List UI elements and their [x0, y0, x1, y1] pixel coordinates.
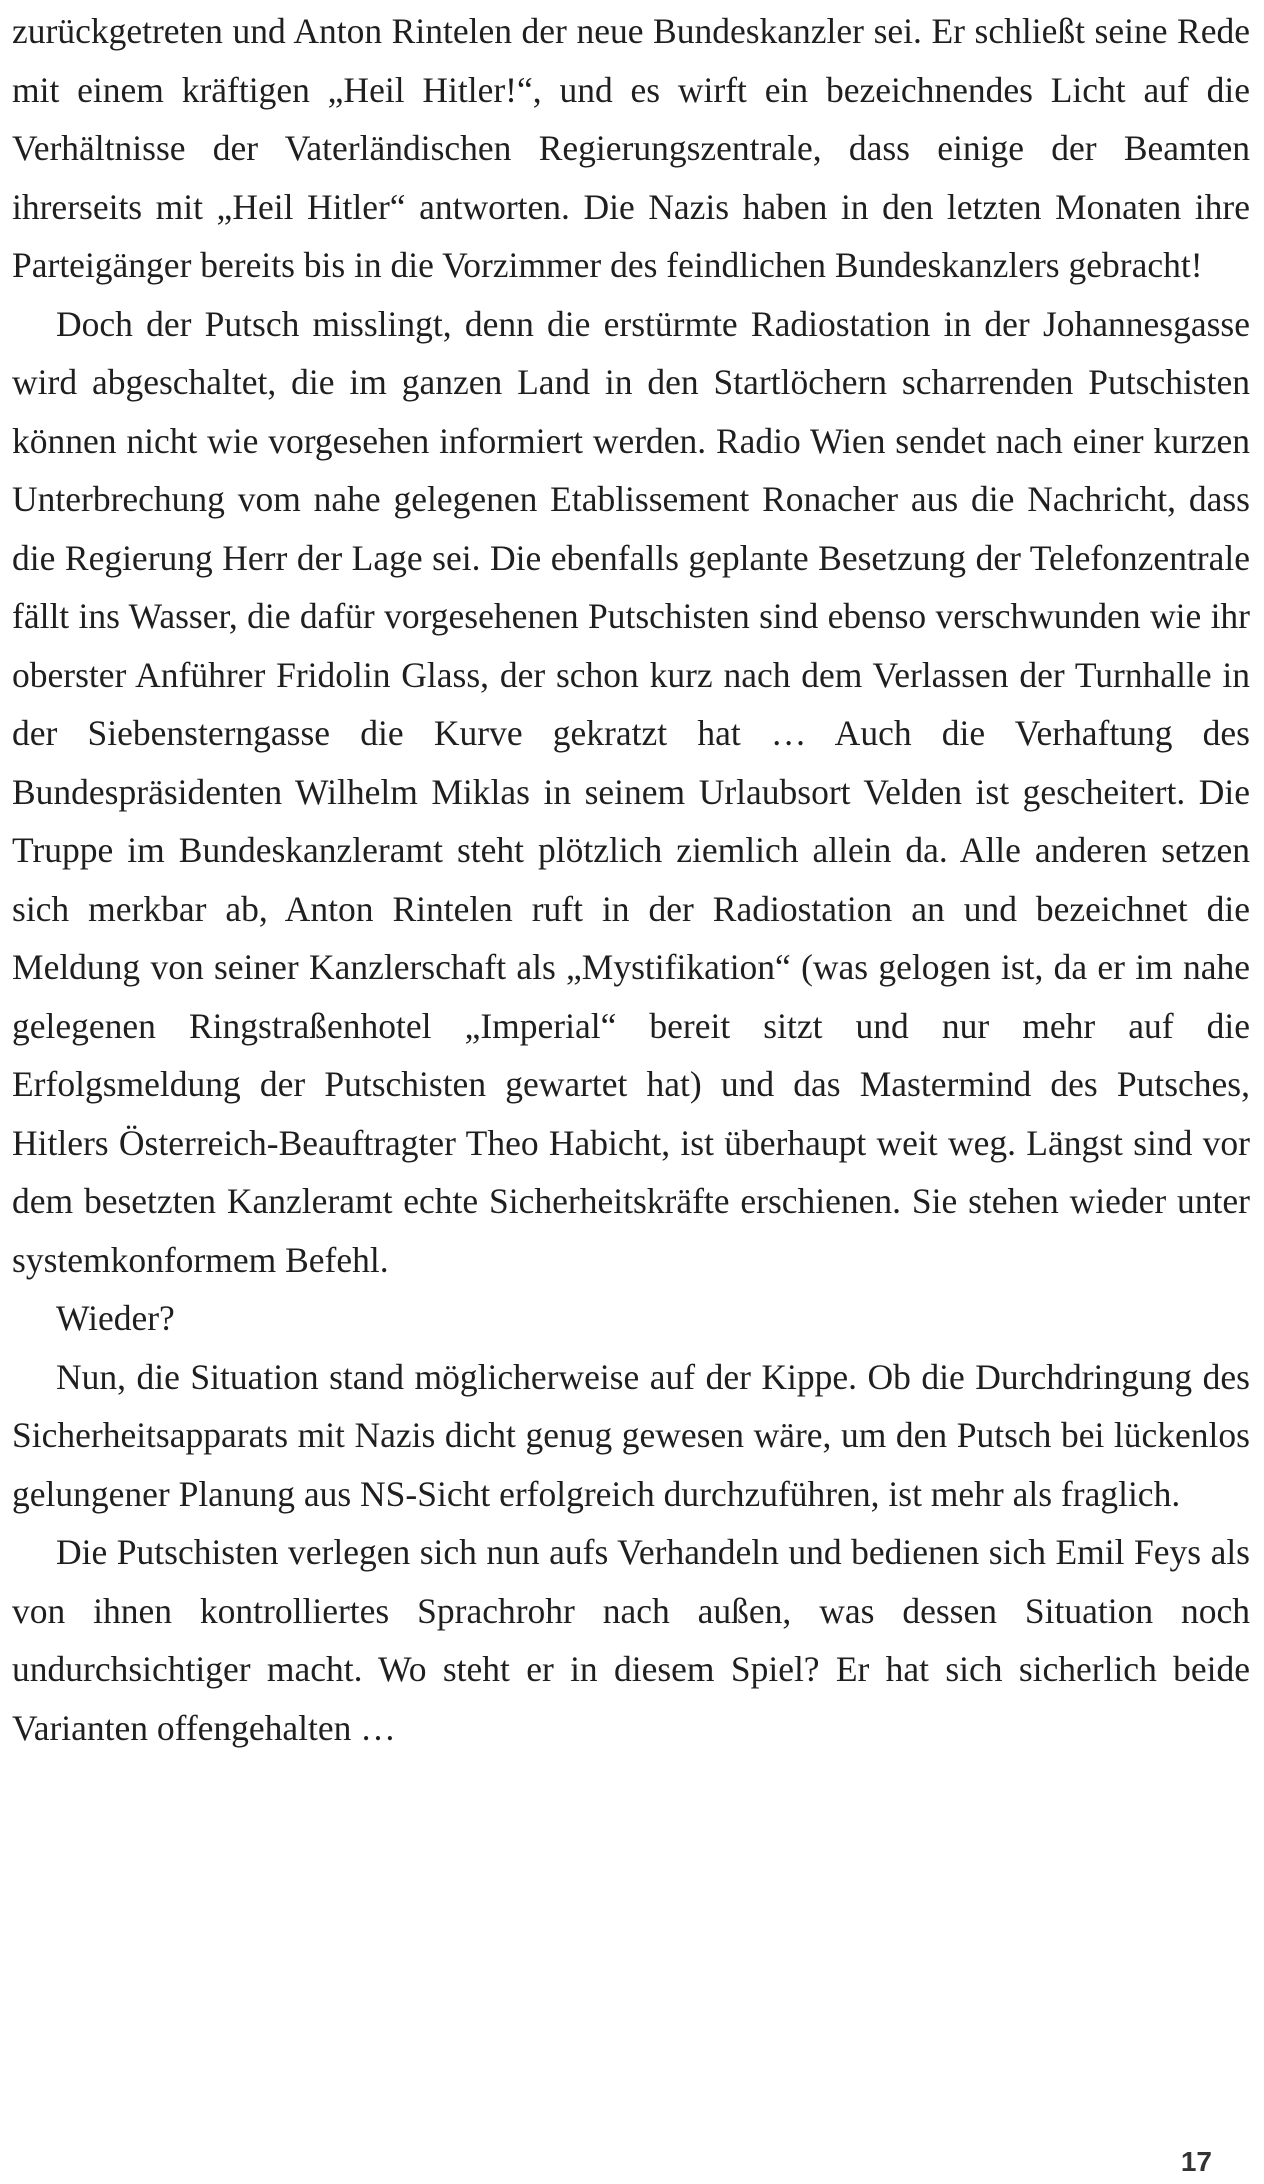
page-number: 17 [1180, 2146, 1212, 2177]
paragraph-4: Nun, die Situation stand möglicherweise auf der Kippe. Ob die Durchdringung des Sicherheitsapparats mit Nazis dicht genug gewesen wäre, um den Putsch bei lückenlos gelungener Planung aus NS-Sicht erfolgreich durchzuführen, ist mehr als fraglich. [12, 1356, 1250, 1514]
body-text [12, 2, 1250, 1757]
paragraph-1: zurückgetreten und Anton Rintelen der neue Bundeskanzler sei. Er schließt seine Rede mit einem kräftigen „Heil Hitler!“, und es wirft ein bezeichnendes Licht auf die Verhältnisse der Vaterländischen Regierungszentrale, dass einige der Beamten ihrerseits mit „Heil Hitler“ antworten. Die Nazis haben in den letzten Monaten ihre Parteigänger bereits bis in die Vorzimmer des feindlichen Bundeskanzlers gebracht! [12, 11, 1250, 285]
paragraph-2: Doch der Putsch misslingt, denn die erstürmte Radiostation in der Johannesgasse wird abgeschaltet, die im ganzen Land in den Startlöchern scharrenden Putschisten können nicht wie vorgesehen informiert werden. Radio Wien sendet nach einer kurzen Unterbrechung vom nahe gelegenen Etablissement Ronacher aus die Nachricht, dass die Regierung Herr der Lage sei. Die ebenfalls geplante Besetzung der Telefonzentrale fällt ins Wasser, die dafür vorgesehenen Putschisten sind ebenso verschwunden wie ihr oberster Anführer Fridolin Glass, der schon kurz nach dem Verlassen der Turnhalle in der Siebensterngasse die Kurve gekratzt hat … Auch die Verhaftung des Bundespräsidenten Wilhelm Miklas in seinem Urlaubsort Velden ist gescheitert. Die Truppe im Bundeskanzleramt steht plötzlich ziemlich allein da. Alle anderen setzen sich merkbar ab, Anton Rintelen ruft in der Radiostation an und bezeichnet die Meldung von seiner Kanzlerschaft als „Mystifikation“ (was gelogen ist, da er im nahe gelegenen Ringstraßenhotel „Imperial“ bereit sitzt und nur mehr auf die Erfolgsmeldung der Putschisten gewartet hat) und das Mastermind des Putsches, Hitlers Österreich-Beauftragter Theo Habicht, ist überhaupt weit weg. Längst sind vor dem besetzten Kanzleramt echte Sicherheitskräfte erschienen. Sie stehen wieder unter systemkonformem Befehl. [12, 303, 1250, 1280]
paragraph-3: Wieder? [56, 1298, 175, 1338]
paragraph-5: Die Putschisten verlegen sich nun aufs Verhandeln und bedienen sich Emil Feys als von ihnen kontrolliertes Sprachrohr nach außen, was dessen Situation noch undurchsichtiger macht. Wo steht er in diesem Spiel? Er hat sich sicherlich beide Varianten offengehalten … [12, 1532, 1250, 1748]
